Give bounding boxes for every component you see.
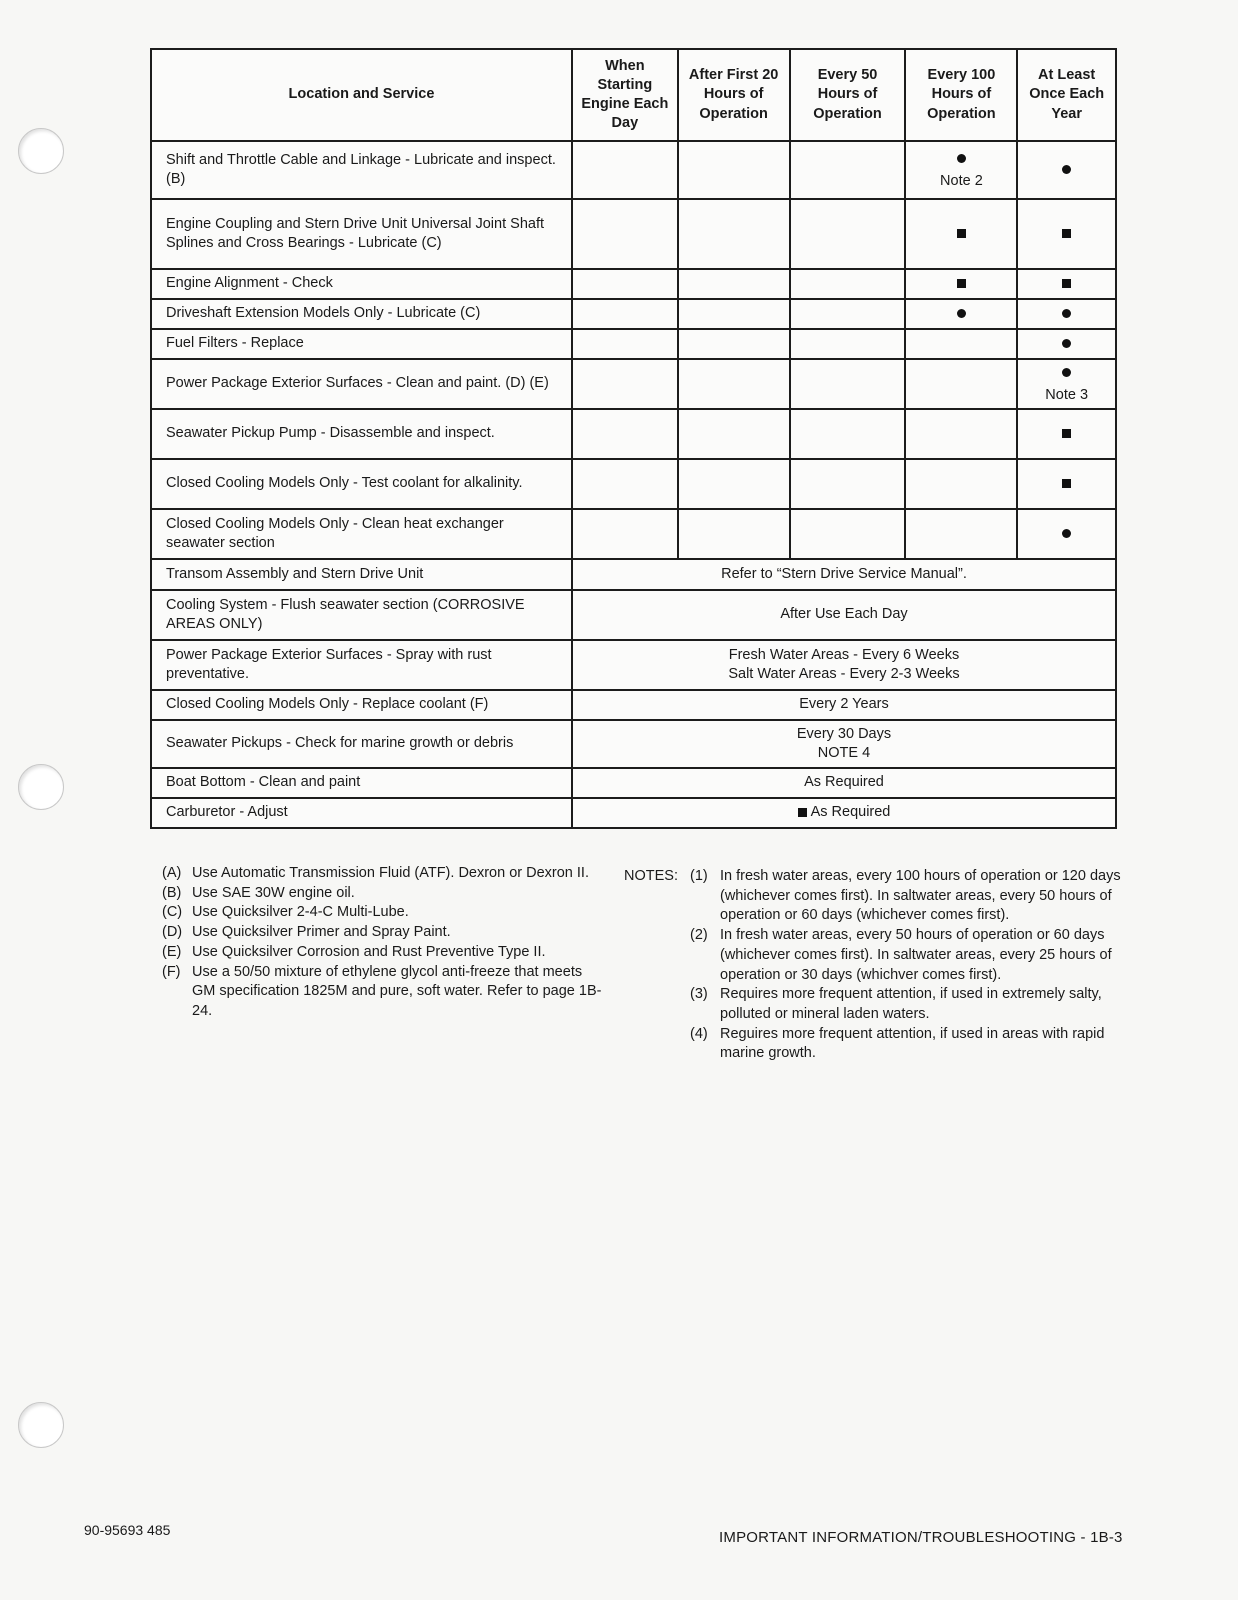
- interval-cell: [572, 359, 678, 409]
- service-cell: Fuel Filters - Replace: [151, 329, 572, 359]
- table-row: [151, 798, 1116, 828]
- interval-cell: [572, 459, 678, 509]
- table-row: [151, 690, 1116, 720]
- interval-cell: [572, 269, 678, 299]
- table-row: [151, 590, 1116, 640]
- interval-span-cell: [572, 640, 1116, 690]
- interval-cell: [790, 141, 906, 199]
- dot-marker-icon: [1062, 339, 1071, 348]
- square-marker-icon: [1062, 279, 1071, 288]
- service-cell: Power Package Exterior Surfaces - Spray with rust preventative.: [151, 640, 572, 690]
- interval-text: As Required: [810, 804, 891, 821]
- column-header: At Least Once Each Year: [1017, 49, 1116, 141]
- table-row: [151, 269, 1116, 299]
- column-header: Location and Service: [151, 49, 572, 141]
- interval-span-cell: [572, 690, 1116, 720]
- interval-cell: [790, 299, 906, 329]
- interval-cell: [572, 509, 678, 559]
- column-header: Every 100 Hours of Operation: [905, 49, 1017, 141]
- interval-span-cell: [572, 768, 1116, 798]
- interval-cell: [678, 199, 790, 269]
- service-cell: Boat Bottom - Clean and paint: [151, 768, 572, 798]
- column-header: When Starting Engine Each Day: [572, 49, 678, 141]
- interval-cell: [572, 141, 678, 199]
- notes-label: NOTES:: [624, 868, 678, 884]
- table-row: [151, 359, 1116, 409]
- interval-text: After Use Each Day: [780, 606, 908, 623]
- interval-cell: [678, 269, 790, 299]
- interval-cell: [790, 199, 906, 269]
- interval-text: Salt Water Areas - Every 2-3 Weeks: [728, 666, 960, 682]
- dot-marker-icon: [1062, 165, 1071, 174]
- service-cell: Driveshaft Extension Models Only - Lubricate (C): [151, 299, 572, 329]
- interval-cell: [905, 141, 1017, 199]
- interval-cell: [905, 509, 1017, 559]
- binder-hole: [18, 1402, 64, 1448]
- interval-cell: [1017, 329, 1116, 359]
- notes-section: [624, 867, 1138, 1064]
- interval-cell: [572, 199, 678, 269]
- interval-cell: [678, 459, 790, 509]
- interval-cell: [678, 299, 790, 329]
- service-cell: Seawater Pickup Pump - Disassemble and inspect.: [151, 409, 572, 459]
- table-row: [151, 640, 1116, 690]
- footnote-item: (E) Use Quicksilver Corrosion and Rust Preventive Type II.: [162, 943, 546, 960]
- table-row: [151, 299, 1116, 329]
- interval-cell: [572, 409, 678, 459]
- interval-text: Every 30 Days: [796, 725, 892, 742]
- service-cell: Engine Alignment - Check: [151, 269, 572, 299]
- dot-marker-icon: [957, 309, 966, 318]
- table-row: [151, 720, 1116, 768]
- interval-span-cell: [572, 590, 1116, 640]
- table-row: [151, 141, 1116, 199]
- service-cell: Power Package Exterior Surfaces - Clean and paint. (D) (E): [151, 359, 572, 409]
- service-cell: Closed Cooling Models Only - Clean heat exchanger seawater section: [151, 509, 572, 559]
- interval-cell: [678, 141, 790, 199]
- note-item: (1) In fresh water areas, every 100 hours of operation or 120 days (whichever comes first). In saltwater areas, every 50 hours of operation or 60 days (whichever comes first).: [690, 868, 1121, 924]
- service-cell: Transom Assembly and Stern Drive Unit: [151, 559, 572, 590]
- footnote-item: (F) Use a 50/50 mixture of ethylene glycol anti-freeze that meets GM specification 1825M and pure, soft water. Refer to page 1B-24.: [162, 963, 602, 1020]
- interval-cell: [1017, 409, 1116, 459]
- interval-cell: [905, 409, 1017, 459]
- interval-cell: [905, 299, 1017, 329]
- dot-marker-icon: [957, 154, 966, 163]
- binder-hole: [18, 764, 64, 810]
- interval-cell: [572, 299, 678, 329]
- interval-cell: [1017, 359, 1116, 409]
- interval-cell: [1017, 509, 1116, 559]
- binder-hole: [18, 128, 64, 174]
- interval-cell: [1017, 141, 1116, 199]
- page-footer: IMPORTANT INFORMATION/TROUBLESHOOTING - 1B-3: [719, 1529, 1123, 1546]
- maintenance-schedule-table: [150, 48, 1117, 829]
- interval-cell: [905, 269, 1017, 299]
- column-header: After First 20 Hours of Operation: [678, 49, 790, 141]
- dot-marker-icon: [1062, 309, 1071, 318]
- interval-cell: [1017, 269, 1116, 299]
- footnote-item: (B) Use SAE 30W engine oil.: [162, 884, 355, 901]
- note-item: (3) Requires more frequent attention, if used in extremely salty, polluted or mineral laden waters.: [690, 986, 1102, 1023]
- table-row: [151, 409, 1116, 459]
- square-marker-icon: [1062, 479, 1071, 488]
- cell-note: Note 2: [940, 173, 983, 189]
- interval-cell: [678, 509, 790, 559]
- interval-cell: [1017, 459, 1116, 509]
- note-item: (2) In fresh water areas, every 50 hours of operation or 60 days (whichever comes first). In saltwater areas, every 25 hours of operation or 30 days (whichver comes first).: [690, 927, 1112, 983]
- table-row: [151, 329, 1116, 359]
- service-cell: Shift and Throttle Cable and Linkage - Lubricate and inspect. (B): [151, 141, 572, 199]
- interval-cell: [1017, 199, 1116, 269]
- service-cell: Carburetor - Adjust: [151, 798, 572, 828]
- interval-span-cell: [572, 720, 1116, 768]
- square-marker-icon: [1062, 429, 1071, 438]
- table-row: [151, 768, 1116, 798]
- interval-span-cell: [572, 798, 1116, 828]
- interval-text: Fresh Water Areas - Every 6 Weeks: [728, 646, 960, 663]
- interval-cell: [905, 329, 1017, 359]
- interval-cell: [790, 359, 906, 409]
- footnotes: [162, 864, 602, 1022]
- table-row: [151, 559, 1116, 590]
- service-cell: Seawater Pickups - Check for marine growth or debris: [151, 720, 572, 768]
- footnote-item: (C) Use Quicksilver 2-4-C Multi-Lube.: [162, 904, 409, 921]
- interval-text: As Required: [804, 774, 884, 791]
- interval-cell: [790, 269, 906, 299]
- interval-cell: [790, 409, 906, 459]
- table-row: [151, 509, 1116, 559]
- document-number: 90-95693 485: [84, 1522, 171, 1538]
- interval-cell: [790, 329, 906, 359]
- square-marker-icon: [957, 229, 966, 238]
- interval-cell: [790, 509, 906, 559]
- interval-text: Refer to “Stern Drive Service Manual”.: [721, 565, 967, 582]
- service-cell: Closed Cooling Models Only - Test coolant for alkalinity.: [151, 459, 572, 509]
- interval-cell: [905, 359, 1017, 409]
- note-item: (4) Reguires more frequent attention, if used in areas with rapid marine growth.: [690, 1025, 1105, 1062]
- dot-marker-icon: [1062, 368, 1071, 377]
- interval-text: Every 2 Years: [799, 696, 889, 713]
- table-header-row: [151, 49, 1116, 141]
- table-row: [151, 459, 1116, 509]
- service-cell: Closed Cooling Models Only - Replace coolant (F): [151, 690, 572, 720]
- interval-cell: [572, 329, 678, 359]
- interval-cell: [905, 199, 1017, 269]
- square-marker-icon: [798, 808, 807, 817]
- dot-marker-icon: [1062, 529, 1071, 538]
- interval-text: NOTE 4: [817, 745, 871, 761]
- service-cell: Cooling System - Flush seawater section (CORROSIVE AREAS ONLY): [151, 590, 572, 640]
- interval-cell: [678, 359, 790, 409]
- service-cell: Engine Coupling and Stern Drive Unit Universal Joint Shaft Splines and Cross Bearings - Lubricate (C): [151, 199, 572, 269]
- table-row: [151, 199, 1116, 269]
- interval-cell: [1017, 299, 1116, 329]
- footnote-item: (A) Use Automatic Transmission Fluid (ATF). Dexron or Dexron II.: [162, 865, 589, 881]
- square-marker-icon: [1062, 229, 1071, 238]
- column-header: Every 50 Hours of Operation: [790, 49, 906, 141]
- interval-cell: [905, 459, 1017, 509]
- square-marker-icon: [957, 279, 966, 288]
- interval-cell: [790, 459, 906, 509]
- interval-span-cell: [572, 559, 1116, 590]
- interval-cell: [678, 329, 790, 359]
- interval-cell: [678, 409, 790, 459]
- footnote-item: (D) Use Quicksilver Primer and Spray Paint.: [162, 924, 451, 941]
- cell-note: Note 3: [1045, 387, 1089, 403]
